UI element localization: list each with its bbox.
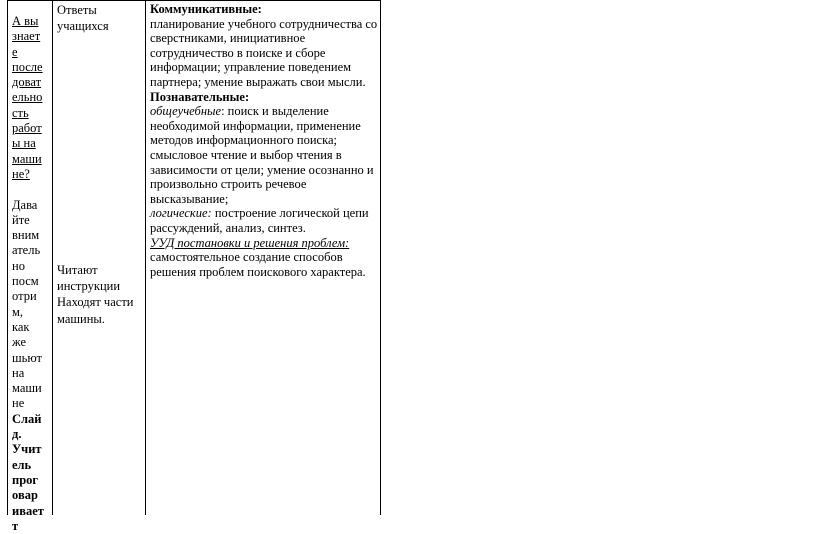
table-border-right [380, 0, 381, 515]
question-line: е [12, 44, 18, 59]
logical-skills-line: рассуждений, анализ, синтез. [150, 220, 306, 235]
question-line: маши [12, 151, 42, 166]
general-skills-text: : поиск и выделение [221, 104, 329, 119]
question-line: не? [12, 166, 30, 181]
general-skills-line: необходимой информации, применение [150, 118, 361, 133]
general-skills-line: высказывание; [150, 191, 229, 206]
column-divider-1 [52, 0, 53, 515]
instruction-line: вним [12, 228, 40, 243]
slide-note-line: Учит [12, 442, 42, 457]
instruction-line: на [12, 365, 25, 380]
instruction-line: как [12, 319, 30, 334]
logical-skills-line [150, 206, 378, 221]
communicative-line: сверстниками, инициативное [150, 31, 306, 46]
instruction-line: но [12, 258, 25, 273]
student-responses-top [57, 2, 143, 34]
column-divider-2 [145, 0, 146, 515]
question-line: ельно [12, 90, 43, 105]
general-skills-line: смысловое чтение и выбор чтения в [150, 147, 342, 162]
instruction-line: не [12, 396, 25, 411]
communicative-line: партнера; умение выражать свои мысли. [150, 74, 366, 89]
general-skills-line [150, 104, 378, 119]
cognitive-heading: Познавательные: [150, 89, 250, 104]
instruction-line: маши [12, 381, 42, 396]
communicative-line: информации; управление поведением [150, 60, 352, 75]
logical-skills-label: логические: [150, 206, 212, 221]
instruction-line: йте [12, 212, 30, 227]
question-line: А вы [12, 14, 39, 28]
slide-note-line: ивает [12, 503, 44, 518]
general-skills-line: зависимости от цели; умение осознанно и [150, 162, 374, 177]
communicative-heading: Коммуникативные: [150, 2, 262, 16]
instruction-line: же [12, 335, 27, 350]
slide-note-line: прог [12, 472, 39, 487]
communicative-line: планирование учебного сотрудничества со [150, 16, 378, 31]
instruction-line: посм [12, 274, 39, 289]
slide-note-line: д. [12, 427, 22, 442]
communicative-line: сотрудничество в поиске и сборе [150, 45, 326, 60]
question-line: знает [12, 29, 41, 44]
learning-skills-cell [150, 2, 378, 279]
student-activity-line: машины. [57, 311, 105, 326]
student-responses-bottom [57, 262, 143, 327]
general-skills-line: методов информационного поиска; [150, 133, 337, 148]
general-skills-label: общеучебные [150, 104, 222, 119]
teacher-activity-cell [12, 14, 44, 534]
slide-note-line: т [12, 518, 19, 533]
instruction-line: Дава [12, 197, 38, 212]
student-activity-line: Читают [57, 263, 98, 277]
spacer [12, 182, 44, 197]
question-line: сть [12, 105, 29, 120]
student-response-line: учащихся [57, 19, 109, 34]
table-border-left [7, 0, 8, 515]
slide-note-line: Слай [12, 411, 42, 426]
question-line: доват [12, 75, 42, 90]
student-activity-line: Находят части [57, 295, 134, 310]
question-line: работ [12, 121, 42, 136]
slide-note-line: ель [12, 457, 32, 472]
student-activity-line: инструкции [57, 279, 121, 294]
logical-skills-text: построение логической цепи [211, 206, 369, 221]
instruction-line: атель [12, 243, 41, 258]
instruction-line: шьют [12, 350, 42, 365]
student-response-line: Ответы [57, 3, 97, 17]
question-line: после [12, 59, 43, 74]
instruction-line: м, [12, 304, 24, 319]
problem-solving-heading: УУД постановки и решения проблем: [150, 235, 350, 250]
table-border-top [7, 0, 381, 1]
general-skills-line: произвольно строить речевое [150, 177, 307, 192]
problem-solving-line: решения проблем поискового характера. [150, 264, 366, 279]
problem-solving-line: самостоятельное создание способов [150, 250, 343, 265]
instruction-line: отри [12, 289, 37, 304]
question-line: ы на [12, 136, 36, 151]
slide-note-line: овар [12, 488, 38, 503]
